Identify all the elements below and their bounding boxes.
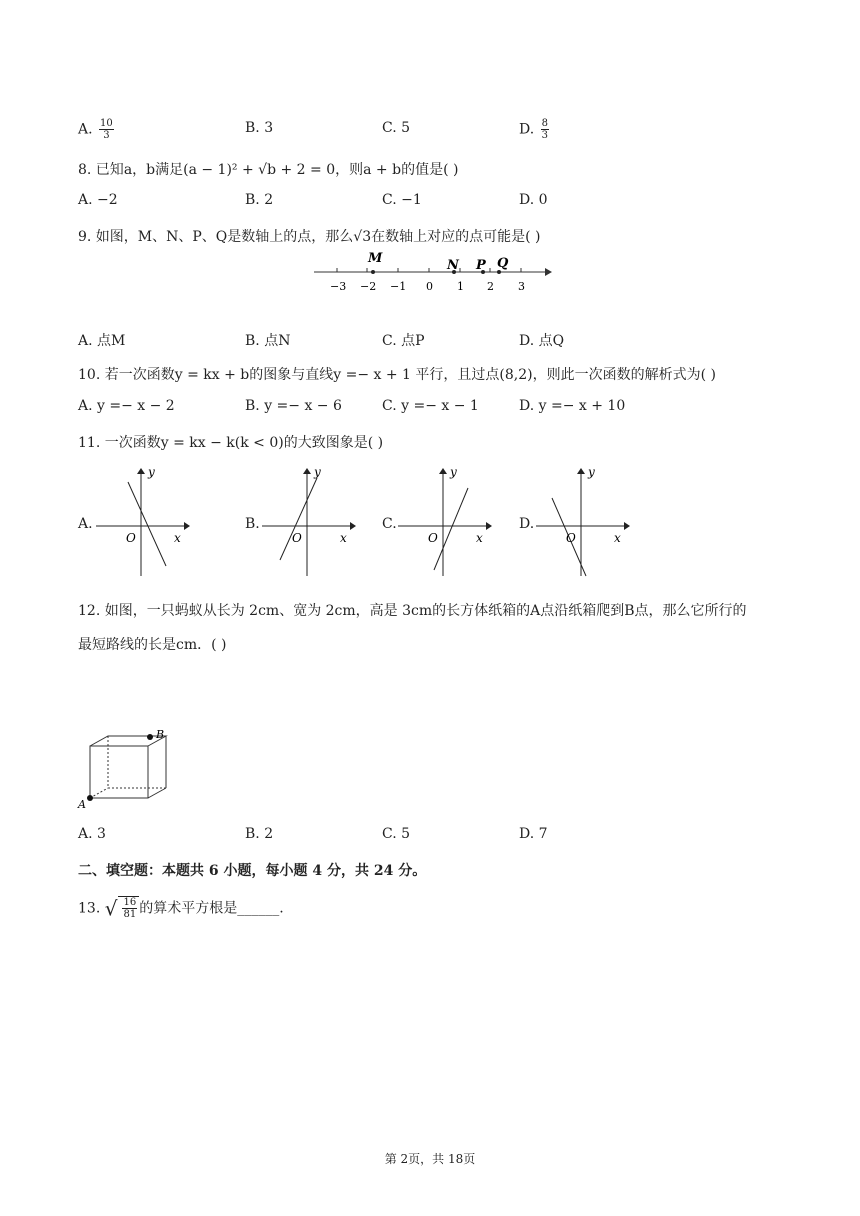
- q8-question: [78, 159, 458, 179]
- q11-graph-d: [536, 466, 636, 578]
- q10-option-a: A. y =− x − 2: [78, 398, 175, 414]
- tick-marks: [337, 268, 521, 272]
- x-axis-label: x: [340, 531, 347, 545]
- cuboid-figure: [76, 728, 176, 812]
- x-axis-label: x: [476, 531, 483, 545]
- origin-label: O: [292, 531, 302, 545]
- q8-option-b: B. 2: [245, 192, 274, 208]
- q7-option-a: [78, 118, 114, 141]
- point-b-dot: [147, 734, 153, 740]
- q8-option-c: C. −1: [382, 192, 422, 208]
- arrow-right-icon: [545, 268, 552, 276]
- point-p-label: P: [476, 258, 486, 273]
- origin-label: O: [428, 531, 438, 545]
- q9-option-b: B. 点N: [245, 333, 291, 349]
- sqrt-radical-icon: √: [104, 896, 118, 921]
- q8-option-a: A. −2: [78, 192, 118, 208]
- numerator: 8: [541, 118, 549, 129]
- q8-text: a，b满足(a − 1)² + √b + 2 = 0，则a + b的值是( ): [123, 162, 459, 178]
- x-axis-label: x: [174, 531, 181, 545]
- point-m-label: M: [368, 251, 383, 266]
- x-axis-label: x: [614, 531, 621, 545]
- point-n-label: N: [447, 258, 459, 273]
- q11-option-b-label: B.: [245, 516, 260, 532]
- q8-option-d: D. 0: [519, 192, 548, 208]
- y-axis-label: y: [588, 465, 595, 479]
- q11-option-c-label: C.: [382, 516, 397, 532]
- tick-label: −2: [360, 280, 377, 293]
- q12-option-a: A. 3: [78, 826, 106, 842]
- tick-label: 3: [518, 280, 525, 293]
- q7-option-d: [519, 118, 549, 141]
- q7-option-c: C. 5: [382, 120, 411, 136]
- q11-graph-b: [262, 466, 362, 578]
- y-axis-label: y: [148, 465, 155, 479]
- fraction: [122, 897, 137, 920]
- option-label: A.: [78, 121, 93, 138]
- q12-option-d: D. 7: [519, 826, 548, 842]
- tick-label: −3: [330, 280, 347, 293]
- denominator: 3: [541, 130, 549, 141]
- q11-option-a-label: A.: [78, 516, 93, 532]
- denominator: 3: [103, 130, 110, 141]
- point-m-dot: [371, 270, 375, 274]
- section-heading: 二、填空题：本题共 6 小题，每小题 4 分，共 24 分。: [78, 863, 427, 879]
- q8-prefix: 8. 已知: [78, 162, 124, 178]
- q7-option-b: B. 3: [245, 120, 274, 136]
- q9-option-a: A. 点M: [78, 333, 126, 349]
- point-q-label: Q: [497, 256, 509, 271]
- fraction: [99, 118, 114, 141]
- page-footer: 第 2页，共 18页: [384, 1152, 476, 1166]
- number-line-figure: [310, 248, 550, 293]
- q10-option-d: D. y =− x + 10: [519, 398, 626, 414]
- q10-option-b: B. y =− x − 6: [245, 398, 342, 414]
- tick-label: 1: [457, 280, 464, 293]
- origin-label: O: [126, 531, 136, 545]
- tick-label: −1: [390, 280, 407, 293]
- q13-prefix: 13.: [78, 900, 101, 917]
- q12-option-c: C. 5: [382, 826, 411, 842]
- denominator: 81: [123, 909, 137, 920]
- q12-question-line2: 最短路线的长是cm．( ): [78, 637, 227, 653]
- q10-question: 10. 若一次函数y = kx + b的图象与直线y =− x + 1 平行，且过点(8,2)，则此一次函数的解析式为( ): [78, 367, 716, 383]
- q9-option-c: C. 点P: [382, 333, 425, 349]
- q11-graph-a: [96, 466, 196, 578]
- y-axis-label: y: [314, 465, 321, 479]
- q9-question: 9. 如图，M、N、P、Q是数轴上的点，那么√3在数轴上对应的点可能是( ): [78, 229, 541, 245]
- tick-label: 0: [426, 280, 433, 293]
- q12-question-line1: 12. 如图，一只蚂蚁从长为 2cm、宽为 2cm，高是 3cm的长方体纸箱的A点沿纸箱爬到B点，那么它所行的: [78, 603, 747, 619]
- numerator: 10: [100, 118, 113, 129]
- origin-label: O: [566, 531, 576, 545]
- option-label: D.: [519, 121, 535, 138]
- point-a-dot: [87, 795, 93, 801]
- tick-label: 2: [487, 280, 494, 293]
- point-a-label: A: [78, 798, 86, 811]
- q12-option-b: B. 2: [245, 826, 274, 842]
- q13-suffix: 的算术平方根是______.: [139, 900, 284, 917]
- sqrt-content: [118, 896, 139, 920]
- q11-option-d-label: D.: [519, 516, 535, 532]
- y-axis-label: y: [450, 465, 457, 479]
- q10-option-c: C. y =− x − 1: [382, 398, 479, 414]
- q11-graph-c: [398, 466, 498, 578]
- fraction: [541, 118, 549, 141]
- point-b-label: B: [156, 728, 165, 741]
- numerator: 16: [123, 897, 137, 908]
- q11-question: 11. 一次函数y = kx − k(k < 0)的大致图象是( ): [78, 435, 384, 451]
- q9-option-d: D. 点Q: [519, 333, 565, 349]
- q13-question: [78, 896, 284, 921]
